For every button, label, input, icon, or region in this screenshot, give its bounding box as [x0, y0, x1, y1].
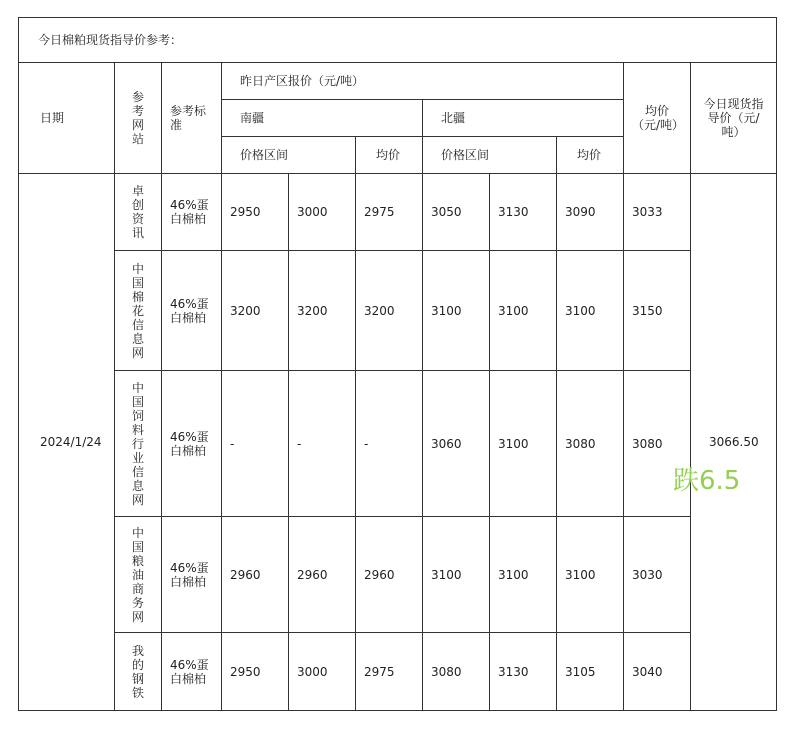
- table-row: [19, 174, 777, 251]
- north-high-cell: 3100: [490, 251, 557, 371]
- mean-cell: 3033: [624, 174, 691, 251]
- mean-cell: 3080: [624, 371, 691, 517]
- north-avg-cell: 3100: [557, 517, 624, 633]
- standard-cell: 46%蛋白棉柏: [162, 633, 222, 711]
- north-low-cell: 3100: [423, 251, 490, 371]
- header-south-avg: 均价: [356, 137, 423, 174]
- header-today: 今日现货指导价（元/吨）: [691, 63, 777, 174]
- header-north: 北疆: [423, 100, 624, 137]
- site-cell: 中国饲料行业信息网: [115, 371, 162, 517]
- mean-cell: 3030: [624, 517, 691, 633]
- south-avg-cell: 2975: [356, 633, 423, 711]
- south-avg-cell: -: [356, 371, 423, 517]
- header-mean: 均价（元/吨）: [624, 63, 691, 174]
- north-low-cell: 3050: [423, 174, 490, 251]
- mean-cell: 3040: [624, 633, 691, 711]
- table-row: [19, 371, 777, 517]
- south-high-cell: 3000: [289, 633, 356, 711]
- site-cell: 中国棉花信息网: [115, 251, 162, 371]
- header-yesterday: 昨日产区报价（元/吨）: [222, 63, 624, 100]
- mean-cell: 3150: [624, 251, 691, 371]
- standard-cell: 46%蛋白棉柏: [162, 174, 222, 251]
- north-high-cell: 3130: [490, 633, 557, 711]
- header-north-range: 价格区间: [423, 137, 557, 174]
- south-high-cell: 2960: [289, 517, 356, 633]
- south-low-cell: 3200: [222, 251, 289, 371]
- south-avg-cell: 2960: [356, 517, 423, 633]
- standard-cell: 46%蛋白棉柏: [162, 517, 222, 633]
- north-avg-cell: 3090: [557, 174, 624, 251]
- date-cell: 2024/1/24: [19, 174, 115, 711]
- table-row: [19, 517, 777, 633]
- north-low-cell: 3060: [423, 371, 490, 517]
- header-site: 参考网站: [115, 63, 162, 174]
- south-low-cell: 2950: [222, 174, 289, 251]
- north-high-cell: 3130: [490, 174, 557, 251]
- north-avg-cell: 3080: [557, 371, 624, 517]
- standard-cell: 46%蛋白棉柏: [162, 251, 222, 371]
- header-standard: 参考标准: [162, 63, 222, 174]
- south-low-cell: 2950: [222, 633, 289, 711]
- header-south: 南疆: [222, 100, 423, 137]
- site-cell: 我的钢铁: [115, 633, 162, 711]
- north-avg-cell: 3105: [557, 633, 624, 711]
- north-high-cell: 3100: [490, 517, 557, 633]
- header-south-range: 价格区间: [222, 137, 356, 174]
- standard-cell: 46%蛋白棉柏: [162, 371, 222, 517]
- south-avg-cell: 2975: [356, 174, 423, 251]
- table-row: [19, 633, 777, 711]
- site-cell: 卓创资讯: [115, 174, 162, 251]
- price-reference-table: [18, 17, 777, 711]
- header-date: 日期: [19, 63, 115, 174]
- north-low-cell: 3080: [423, 633, 490, 711]
- price-change-label: 跌6.5: [673, 466, 741, 496]
- south-low-cell: -: [222, 371, 289, 517]
- south-high-cell: 3200: [289, 251, 356, 371]
- south-low-cell: 2960: [222, 517, 289, 633]
- south-high-cell: 3000: [289, 174, 356, 251]
- table-row: [19, 251, 777, 371]
- site-cell: 中国粮油商务网: [115, 517, 162, 633]
- south-high-cell: -: [289, 371, 356, 517]
- north-low-cell: 3100: [423, 517, 490, 633]
- north-high-cell: 3100: [490, 371, 557, 517]
- header-north-avg: 均价: [557, 137, 624, 174]
- south-avg-cell: 3200: [356, 251, 423, 371]
- north-avg-cell: 3100: [557, 251, 624, 371]
- intro-text: 今日棉粕现货指导价参考：: [19, 18, 777, 63]
- today-price-cell: 3066.50: [691, 174, 777, 711]
